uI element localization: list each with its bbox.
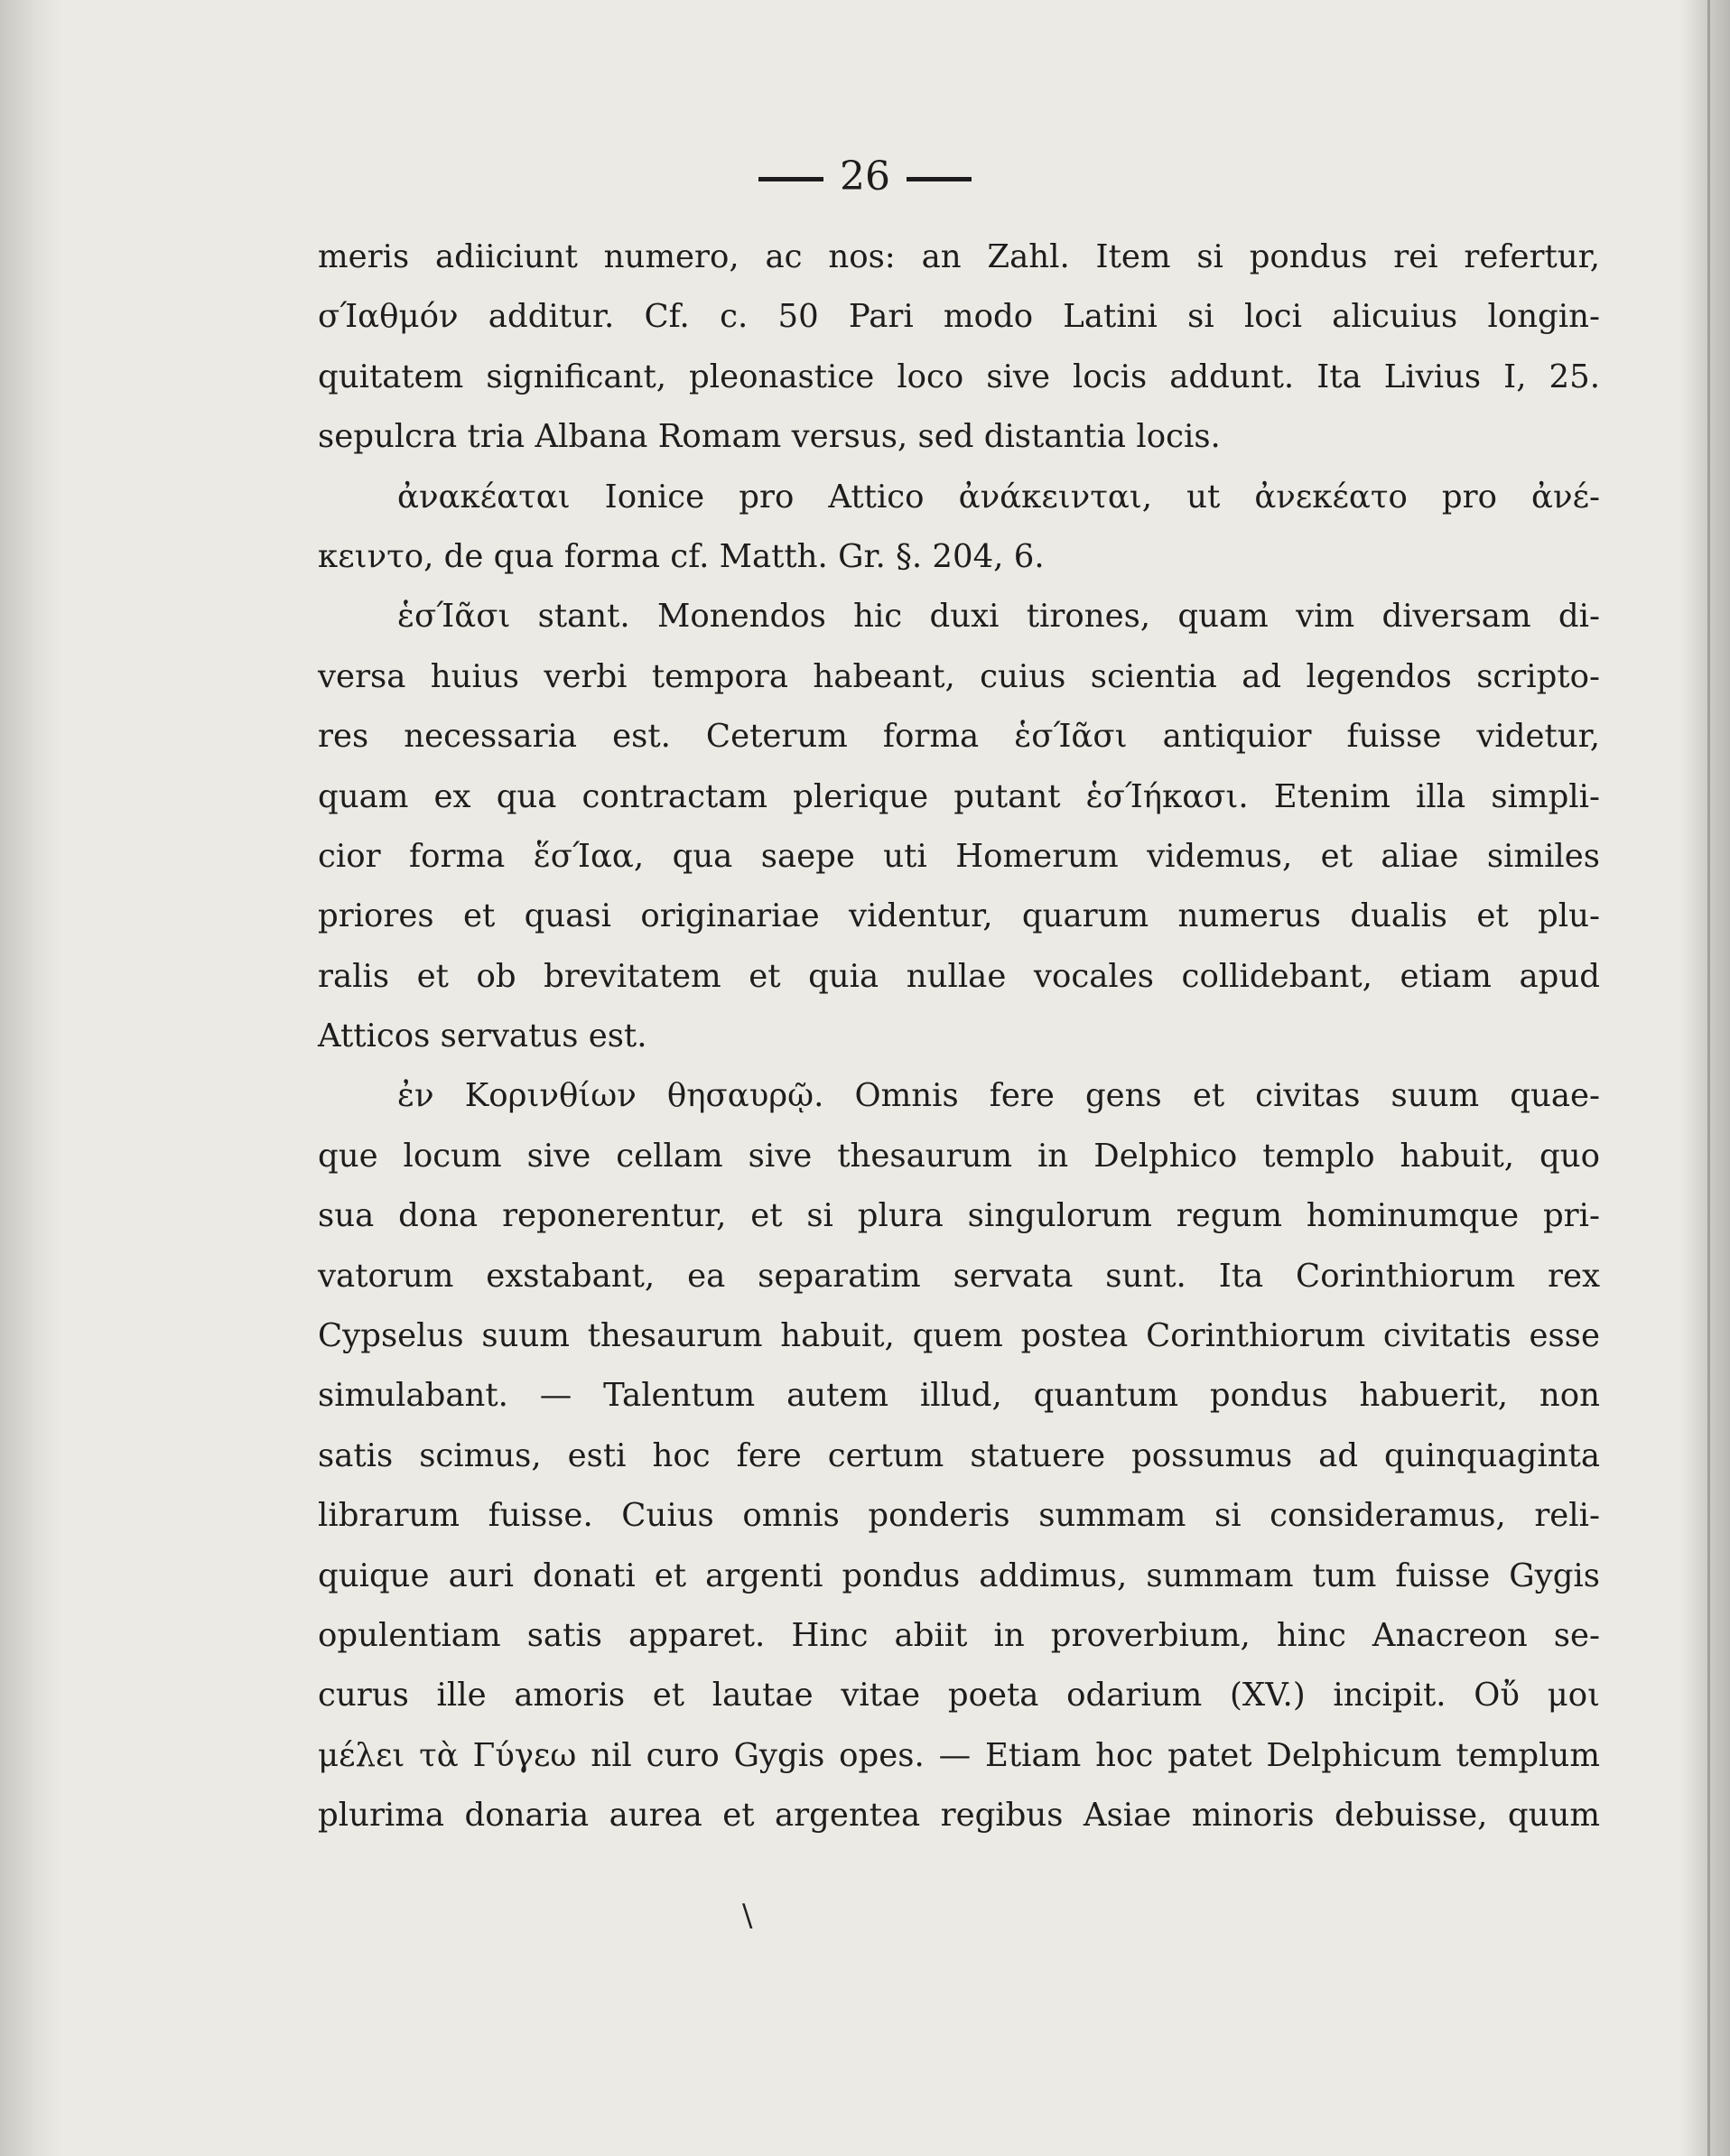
text-line: Atticos servatus est.	[318, 1018, 647, 1055]
page-number: 26	[840, 153, 890, 200]
text-line: meris adiiciunt numero, ac nos: an Zahl. Item si pondus rei refertur,	[318, 238, 1600, 275]
text-line: quique auri donati et argenti pondus addimus, summam tum fuisse Gygis	[318, 1557, 1600, 1594]
text-line: plurima donaria aurea et argentea regibus Asiae minoris debuisse, quum	[318, 1797, 1600, 1835]
header-rule-right	[907, 177, 972, 181]
text-line: satis scimus, esti hoc fere certum statuere possumus ad quinquaginta	[318, 1436, 1600, 1474]
text-line: versa huius verbi tempora habeant, cuius scientia ad legendos scripto-	[318, 657, 1600, 695]
text-line: opulentiam satis apparet. Hinc abiit in proverbium, hinc Anacreon se-	[318, 1616, 1600, 1654]
text-line: cior forma ἕσΊαα, qua saepe uti Homerum videmus, et aliae similes	[318, 837, 1600, 875]
text-line: sepulcra tria Albana Romam versus, sed distantia locis.	[318, 418, 1221, 456]
page-edge	[1680, 0, 1730, 2156]
text-line: librarum fuisse. Cuius omnis ponderis summam si consideramus, reli-	[318, 1497, 1600, 1535]
text-line: ralis et ob brevitatem et quia nullae vocales collidebant, etiam apud	[318, 957, 1600, 995]
gutter-shadow	[0, 0, 63, 2156]
text-line: quitatem significant, pleonastice loco sive locis addunt. Ita Livius I, 25.	[318, 358, 1600, 395]
text-line: ἐν Κορινθίων θησαυρῷ. Omnis fere gens et civitas suum quae-	[397, 1077, 1600, 1115]
text-line: que locum sive cellam sive thesaurum in Delphico templo habuit, quo	[318, 1137, 1600, 1175]
page-edge-line	[1707, 0, 1710, 2156]
header-rule-left	[758, 177, 823, 181]
text-line: μέλει τὰ Γύγεω nil curo Gygis opes. — Etiam hoc patet Delphicum templum	[318, 1736, 1600, 1774]
text-line: ἑσΊᾶσι stant. Monendos hic duxi tirones, quam vim diversam di-	[397, 598, 1600, 636]
text-line: ἀνακέαται Ionice pro Attico ἀνάκεινται, ut ἀνεκέατο pro ἀνέ-	[397, 478, 1600, 516]
text-line: curus ille amoris et lautae vitae poeta odarium (XV.) incipit. Οὔ μοι	[318, 1677, 1600, 1715]
text-line: priores et quasi originariae videntur, quarum numerus dualis et plu-	[318, 897, 1600, 935]
text-line: Cypselus suum thesaurum habuit, quem postea Corinthiorum civitatis esse	[318, 1317, 1600, 1355]
stray-ink-mark: \	[742, 1898, 753, 1934]
text-line: vatorum exstabant, ea separatim servata sunt. Ita Corinthiorum rex	[318, 1257, 1600, 1295]
text-line: κειντο, de qua forma cf. Matth. Gr. §. 204, 6.	[318, 537, 1045, 575]
body-text	[318, 228, 1600, 1846]
text-line: simulabant. — Talentum autem illud, quantum pondus habuerit, non	[318, 1377, 1600, 1415]
text-line: σΊαθμόν additur. Cf. c. 50 Pari modo Latini si loci alicuius longin-	[318, 298, 1600, 336]
text-line: res necessaria est. Ceterum forma ἑσΊᾶσι antiquior fuisse videtur,	[318, 718, 1600, 756]
text-line: quam ex qua contractam plerique putant ἑσΊήκασι. Etenim illa simpli-	[318, 777, 1600, 815]
page-header	[0, 153, 1730, 200]
text-line: sua dona reponerentur, et si plura singulorum regum hominumque pri-	[318, 1197, 1600, 1235]
